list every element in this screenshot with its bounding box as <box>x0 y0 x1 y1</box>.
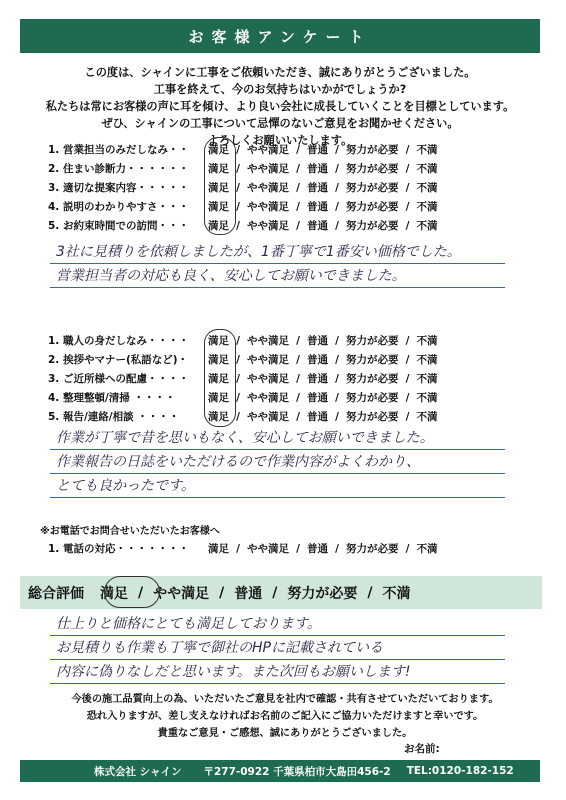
rating-options[interactable]: 満足 / やや満足 / 普通 / 努力が必要 / 不満 <box>208 220 438 232</box>
intro-line: 工事を終えて、今のお気持ちはいかがでしょうか? <box>153 83 407 96</box>
question-label: 5. お約束時間での訪問・・・ <box>48 220 189 232</box>
selection-circle <box>204 137 236 235</box>
phone-question <box>48 539 508 558</box>
section1-questions <box>48 140 508 235</box>
company-footer <box>20 760 540 782</box>
section2-comment-area <box>50 426 505 498</box>
question-label: 4. 整理整頓/清掃 ・・・・ <box>48 392 176 404</box>
selection-circle <box>204 329 236 427</box>
question-label: 3. ご近所様への配慮・・・・ <box>48 373 189 385</box>
closing-line: 貴重なご意見・ご感想、誠にありがとうございました。 <box>157 728 413 739</box>
rating-options[interactable]: 満足 / やや満足 / 普通 / 努力が必要 / 不満 <box>208 335 438 347</box>
name-label: お名前: <box>404 743 440 755</box>
intro-line: 私たちは常にお客様の声に耳を傾け、より良い会社に成長していくことを目標としています。 <box>45 100 515 113</box>
intro-line: ぜひ、シャインの工事について忌憚のないご意見をお聞かせください。 <box>101 117 459 130</box>
closing-line: 恐れ入りますが、差し支えなければお名前のご記入にご協力いただけますと幸いです。 <box>86 711 484 722</box>
company-address: 〒277-0922 千葉県柏市大島田456-2 <box>203 765 391 778</box>
intro-line: この度は、シャインに工事をご依頼いただき、誠にありがとうございました。 <box>84 66 476 79</box>
phone-note: ※お電話でお問合せいただいたお客様へ <box>40 526 220 537</box>
comment-line: 内容に偽りなしだと思います。また次回もお願いします! <box>50 660 505 684</box>
question-row <box>48 216 508 235</box>
rating-option[interactable]: 普通 <box>234 585 263 602</box>
rating-options[interactable]: 満足 / やや満足 / 普通 / 努力が必要 / 不満 <box>208 163 438 175</box>
question-row <box>48 197 508 216</box>
closing-line: 今後の施工品質向上の為、いただいたご意見を社内で確認・共有させていただいております。 <box>71 694 499 705</box>
comment-line: 営業担当者の対応も良く、安心してお願いできました。 <box>50 264 505 288</box>
selection-circle <box>104 576 160 608</box>
overall-rating-bar: 総合評価 満足 / やや満足 / 普通 / 努力が必要 / 不満 <box>20 576 542 609</box>
question-row <box>48 539 508 558</box>
rating-options[interactable]: 満足 / やや満足 / 普通 / 努力が必要 / 不満 <box>208 411 438 423</box>
comment-line: 3社に見積りを依頼しましたが、1番丁寧で1番安い価格でした。 <box>50 240 505 264</box>
rating-options[interactable]: 満足 / やや満足 / 普通 / 努力が必要 / 不満 <box>208 354 438 366</box>
closing-text <box>30 691 540 742</box>
company-tel: TEL:0120-182-152 <box>406 765 514 777</box>
question-label: 3. 適切な提案内容・・・・・ <box>48 182 189 194</box>
comment-line: とても良かったです。 <box>50 474 505 498</box>
rating-option[interactable]: 満足 <box>100 585 128 602</box>
question-row <box>48 388 508 407</box>
comment-line: 仕上りと価格にとても満足しております。 <box>50 612 505 636</box>
rating-options[interactable]: 満足 / やや満足 / 普通 / 努力が必要 / 不満 <box>208 182 438 194</box>
rating-option[interactable]: やや満足 <box>153 585 210 602</box>
question-row <box>48 159 508 178</box>
section2-questions <box>48 331 508 426</box>
summary-comment-area <box>50 612 505 684</box>
question-label: 1. 営業担当のみだしなみ・・ <box>48 144 189 156</box>
page-title: お客様アンケート <box>188 27 372 46</box>
question-row <box>48 369 508 388</box>
question-label: 2. 住まい診断力・・・・・・ <box>48 163 189 175</box>
question-label: 4. 説明のわかりやすさ・・・ <box>48 201 189 213</box>
comment-line: 作業報告の日誌をいただけるので作業内容がよくわかり、 <box>50 450 505 474</box>
question-row <box>48 178 508 197</box>
question-row <box>48 407 508 426</box>
intro-text <box>40 64 520 149</box>
rating-option[interactable]: 不満 <box>382 585 411 602</box>
rating-option[interactable]: 努力が必要 <box>287 585 358 602</box>
comment-line: 作業が丁寧で昔を思いもなく、安心してお願いできました。 <box>50 426 505 450</box>
comment-line: お見積りも作業も丁寧で御社のHPに記載されている <box>50 636 505 660</box>
intro-line: よろしくお願いいたします。 <box>207 134 353 147</box>
section1-comment-area <box>50 240 505 288</box>
rating-options[interactable]: 満足 / やや満足 / 普通 / 努力が必要 / 不満 <box>208 543 438 555</box>
question-row <box>48 331 508 350</box>
question-label: 1. 職人の身だしなみ・・・・ <box>48 335 189 347</box>
question-row <box>48 350 508 369</box>
rating-options[interactable]: 満足 / やや満足 / 普通 / 努力が必要 / 不満 <box>208 392 438 404</box>
question-row <box>48 140 508 159</box>
rating-options[interactable]: 満足 / やや満足 / 普通 / 努力が必要 / 不満 <box>208 373 438 385</box>
question-label: 1. 電話の対応・・・・・・・ <box>48 543 189 555</box>
company-name: 株式会社 シャイン <box>94 765 182 778</box>
rating-options[interactable]: 満足 / やや満足 / 普通 / 努力が必要 / 不満 <box>208 144 438 156</box>
page-title-bar <box>20 19 540 53</box>
question-label: 5. 報告/連絡/相談 ・・・・ <box>48 411 180 423</box>
question-label: 2. 挨拶やマナー(私語など)・ <box>48 354 189 366</box>
rating-options[interactable]: 満足 / やや満足 / 普通 / 努力が必要 / 不満 <box>208 201 438 213</box>
overall-rating-title: 総合評価 <box>28 585 84 602</box>
